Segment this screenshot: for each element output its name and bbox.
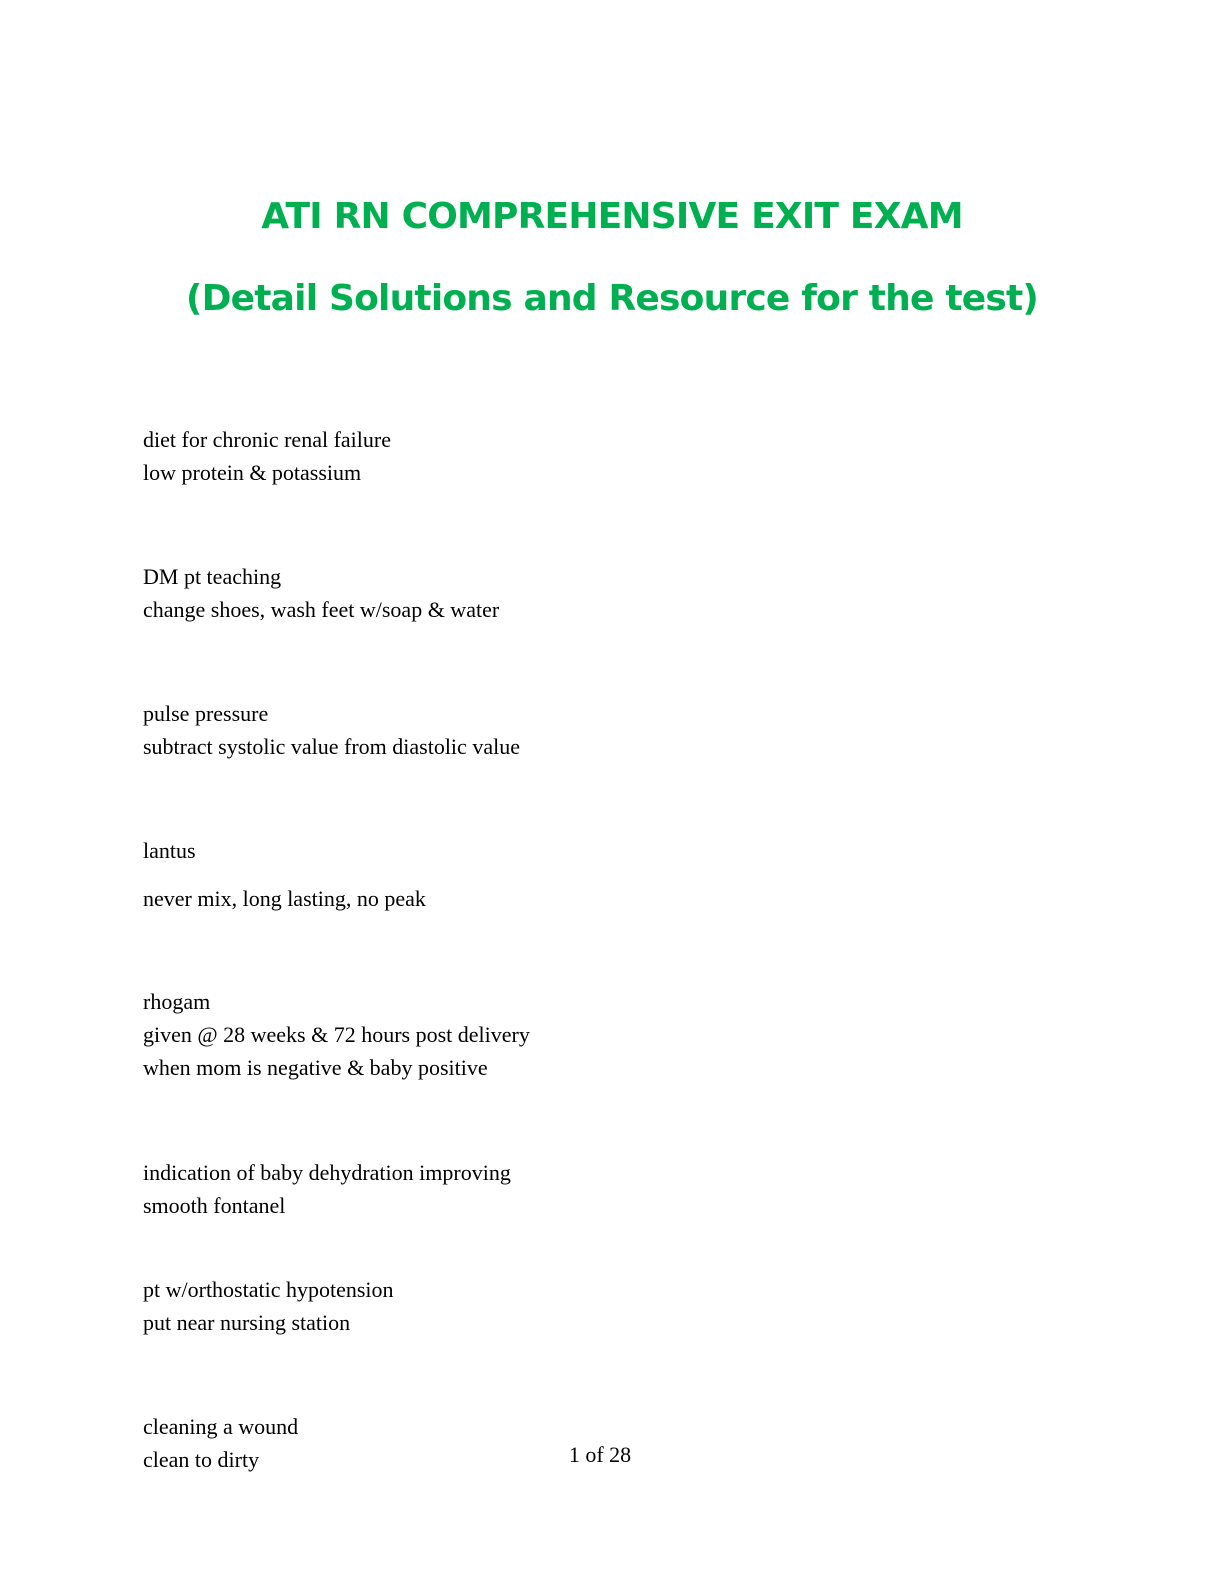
entry-term: cleaning a wound — [143, 1414, 299, 1439]
entry-answer: low protein & potassium — [143, 460, 362, 485]
study-entry — [143, 1156, 1043, 1222]
document-subtitle: (Detail Solutions and Resource for the test) — [185, 278, 1039, 319]
study-entry — [143, 1273, 1043, 1339]
entry-answer: clean to dirty — [143, 1447, 260, 1472]
entry-term: DM pt teaching — [143, 564, 282, 589]
study-entry — [143, 560, 1043, 626]
entry-term: pulse pressure — [143, 701, 269, 726]
entry-term: lantus — [143, 838, 196, 863]
study-entry — [143, 423, 1043, 489]
entry-answer: when mom is negative & baby positive — [143, 1055, 488, 1080]
study-entry — [143, 697, 1043, 763]
entry-answer: never mix, long lasting, no peak — [143, 886, 426, 911]
entry-term: rhogam — [143, 989, 211, 1014]
entry-answer: given @ 28 weeks & 72 hours post delivery — [143, 1022, 530, 1047]
study-entry — [143, 985, 1043, 1084]
entry-answer: smooth fontanel — [143, 1193, 286, 1218]
page-number: 1 of 28 — [568, 1442, 632, 1467]
entry-answer: subtract systolic value from diastolic value — [143, 734, 520, 759]
entry-term: pt w/orthostatic hypotension — [143, 1277, 394, 1302]
document-title: ATI RN COMPREHENSIVE EXIT EXAM — [261, 196, 963, 237]
entry-answer: put near nursing station — [143, 1310, 351, 1335]
entry-term: diet for chronic renal failure — [143, 427, 391, 452]
entry-term: indication of baby dehydration improving — [143, 1160, 511, 1185]
study-entry — [143, 834, 1043, 915]
entry-answer: change shoes, wash feet w/soap & water — [143, 597, 500, 622]
